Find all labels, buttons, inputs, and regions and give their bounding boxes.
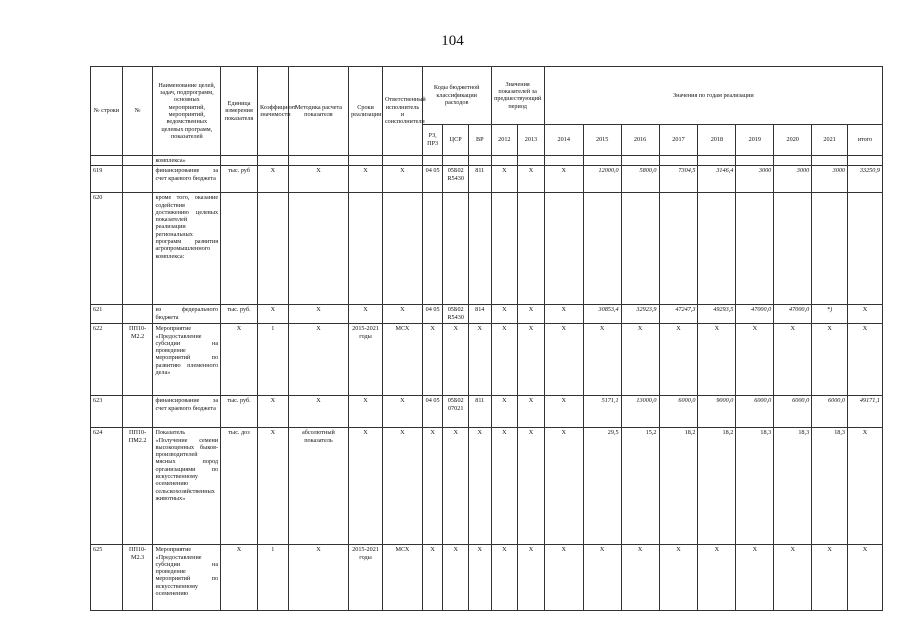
row-terms: X	[349, 428, 383, 545]
value-cell: X	[491, 166, 518, 193]
row-unit: X	[221, 324, 258, 396]
value-cell: 5800,0	[621, 166, 659, 193]
row-terms: X	[349, 305, 383, 324]
row-executor: X	[382, 166, 422, 193]
value-cell	[774, 193, 812, 305]
header-row-top	[91, 67, 883, 125]
row-coef: 1	[257, 324, 288, 396]
row-executor: X	[382, 305, 422, 324]
header-vr: ВР	[468, 124, 491, 155]
value-cell: X	[736, 324, 774, 396]
row-csr: 05Б02 R5430	[443, 305, 469, 324]
row-terms: X	[349, 166, 383, 193]
row-coef: X	[257, 166, 288, 193]
row-rz: 04 05	[422, 166, 442, 193]
value-cell: 9000,0	[698, 396, 736, 428]
table-row	[91, 428, 883, 545]
row-number: 621	[91, 305, 123, 324]
row-terms	[349, 193, 383, 305]
header-budget-codes: Коды бюджетной классификации расходов	[422, 67, 491, 125]
header-terms: Сроки реализации	[349, 67, 383, 156]
value-cell: X	[518, 324, 545, 396]
value-cell: X	[621, 545, 659, 611]
row-csr: 05Б02 R5430	[443, 166, 469, 193]
value-cell: X	[812, 545, 848, 611]
value-cell: 13000,0	[621, 396, 659, 428]
row-number: 623	[91, 396, 123, 428]
header-no: №	[122, 67, 153, 156]
value-cell: 18,3	[812, 428, 848, 545]
value-cell: 18,3	[736, 428, 774, 545]
value-cell: X	[518, 396, 545, 428]
header-row-no: № строки	[91, 67, 123, 156]
table-row	[91, 545, 883, 611]
row-method: X	[288, 396, 348, 428]
total-cell: 49171,1	[848, 396, 883, 428]
row-csr	[443, 193, 469, 305]
value-cell: X	[659, 545, 698, 611]
row-unit: тыс. руб	[221, 166, 258, 193]
row-terms: 2015-2021 годы	[349, 545, 383, 611]
value-cell: X	[544, 545, 583, 611]
value-cell: 6000,0	[736, 396, 774, 428]
value-cell: 7304,5	[659, 166, 698, 193]
value-cell: 5171,1	[583, 396, 621, 428]
row-unit: тыс. руб.	[221, 396, 258, 428]
value-cell: X	[698, 324, 736, 396]
table-row	[91, 166, 883, 193]
total-cell: X	[848, 428, 883, 545]
header-csr: ЦСР	[443, 124, 469, 155]
row-rz	[422, 193, 442, 305]
row-rz: X	[422, 428, 442, 545]
row-vr: 811	[468, 396, 491, 428]
total-cell: X	[848, 324, 883, 396]
row-method: абсолютный показатель	[288, 428, 348, 545]
header-year: 2012	[491, 124, 518, 155]
value-cell: 47000,0	[736, 305, 774, 324]
value-cell: 49293,5	[698, 305, 736, 324]
header-executor: Ответственный исполнитель и соисполнители	[382, 67, 422, 156]
row-csr: X	[443, 428, 469, 545]
row-rz: 04 05	[422, 396, 442, 428]
total-cell	[848, 193, 883, 305]
total-cell: X	[848, 305, 883, 324]
row-unit	[221, 193, 258, 305]
value-cell: X	[544, 166, 583, 193]
row-terms: 2015-2021 годы	[349, 324, 383, 396]
row-name: финансирование за счет краевого бюджета	[153, 396, 221, 428]
value-cell: X	[491, 545, 518, 611]
header-year: 2020	[774, 124, 812, 155]
value-cell	[659, 193, 698, 305]
row-method	[288, 193, 348, 305]
value-cell: X	[518, 166, 545, 193]
value-cell: X	[518, 305, 545, 324]
row-vr: 814	[468, 305, 491, 324]
row-executor	[382, 193, 422, 305]
total-cell: 33250,9	[848, 166, 883, 193]
value-cell: X	[583, 324, 621, 396]
header-year: 2018	[698, 124, 736, 155]
row-method: X	[288, 166, 348, 193]
row-unit: тыс. доз	[221, 428, 258, 545]
value-cell: X	[491, 305, 518, 324]
value-cell: *)	[812, 305, 848, 324]
value-cell: X	[544, 428, 583, 545]
value-cell	[621, 193, 659, 305]
value-cell: X	[518, 545, 545, 611]
value-cell: X	[774, 324, 812, 396]
value-cell	[491, 193, 518, 305]
value-cell: X	[544, 396, 583, 428]
value-cell: X	[491, 396, 518, 428]
row-name: финансирование за счет краевого бюджета	[153, 166, 221, 193]
row-coef: X	[257, 305, 288, 324]
row-name: Мероприятие «Предоставление субсидии на проведение мероприятий по искусственному осеменению	[153, 545, 221, 611]
value-cell: X	[812, 324, 848, 396]
row-method: X	[288, 545, 348, 611]
header-year-values: Значения по годам реализации	[544, 67, 882, 125]
row-executor: X	[382, 428, 422, 545]
value-cell: 47247,3	[659, 305, 698, 324]
table-row	[91, 324, 883, 396]
total-cell: X	[848, 545, 883, 611]
header-year: 2019	[736, 124, 774, 155]
value-cell: 12000,0	[583, 166, 621, 193]
row-number: 625	[91, 545, 123, 611]
table-row	[91, 193, 883, 305]
header-rz: РЗ, ПР3	[422, 124, 442, 155]
row-unit: X	[221, 545, 258, 611]
value-cell: 6000,0	[812, 396, 848, 428]
row-vr: X	[468, 324, 491, 396]
value-cell: 3000	[812, 166, 848, 193]
header-year: 2015	[583, 124, 621, 155]
row-executor: МСХ	[382, 324, 422, 396]
row-code: ПП10-М2.2	[122, 324, 153, 396]
value-cell: 6000,0	[659, 396, 698, 428]
row-name: Мероприятие «Предоставление субсидии на проведение мероприятий по развитию племенного дела»	[153, 324, 221, 396]
row-number: 624	[91, 428, 123, 545]
page-number: 104	[441, 33, 464, 49]
value-cell	[698, 193, 736, 305]
value-cell: 18,3	[774, 428, 812, 545]
row-coef: X	[257, 396, 288, 428]
header-coef: Коэффициент значимости	[257, 67, 288, 156]
value-cell: X	[491, 324, 518, 396]
row-vr: X	[468, 545, 491, 611]
value-cell: X	[736, 545, 774, 611]
header-year: 2017	[659, 124, 698, 155]
row-name: Показатель «Получение семени высокоценных быков-производителей мясных пород организациями по искусственному осеменению сельскохозяйственных животных»	[153, 428, 221, 545]
header-year: 2021	[812, 124, 848, 155]
value-cell: 18,2	[659, 428, 698, 545]
row-coef	[257, 193, 288, 305]
value-cell: X	[621, 324, 659, 396]
row-code: ПП10-М2.3	[122, 545, 153, 611]
value-cell	[583, 193, 621, 305]
table-row	[91, 305, 883, 324]
value-cell: X	[583, 545, 621, 611]
value-cell	[736, 193, 774, 305]
value-cell: 30853,4	[583, 305, 621, 324]
row-code	[122, 305, 153, 324]
value-cell: 32923,9	[621, 305, 659, 324]
header-prev-values: Значения показателей за предшествующий период	[491, 67, 544, 125]
row-number: 619	[91, 166, 123, 193]
header-year: 2014	[544, 124, 583, 155]
row-executor: МСХ	[382, 545, 422, 611]
value-cell: 29,5	[583, 428, 621, 545]
value-cell	[518, 193, 545, 305]
header-name: Наименование целей, задач, подпрограмм, основных мероприятий, мероприятий, ведомственных целевых программ, показателей	[153, 67, 221, 156]
value-cell: X	[518, 428, 545, 545]
value-cell: X	[698, 545, 736, 611]
program-indicators-table	[90, 66, 883, 611]
value-cell: 3000	[774, 166, 812, 193]
table-row	[91, 396, 883, 428]
value-cell: X	[544, 305, 583, 324]
value-cell: 3146,4	[698, 166, 736, 193]
row-method: X	[288, 305, 348, 324]
row-executor: X	[382, 396, 422, 428]
header-total: итого	[848, 124, 883, 155]
row-number: 622	[91, 324, 123, 396]
row-code	[122, 166, 153, 193]
row-rz: X	[422, 324, 442, 396]
value-cell: 3000	[736, 166, 774, 193]
value-cell: X	[544, 324, 583, 396]
row-csr: 05Б02 07021	[443, 396, 469, 428]
header-unit: Единица измерения показателя	[221, 67, 258, 156]
row-vr: 811	[468, 166, 491, 193]
value-cell: X	[774, 545, 812, 611]
row-vr	[468, 193, 491, 305]
value-cell: 18,2	[698, 428, 736, 545]
value-cell: 6000,0	[774, 396, 812, 428]
header-method: Методика расчета показателя	[288, 67, 348, 156]
row-rz: X	[422, 545, 442, 611]
row-method: X	[288, 324, 348, 396]
row-vr: X	[468, 428, 491, 545]
row-code	[122, 193, 153, 305]
header-year: 2013	[518, 124, 545, 155]
row-rz: 04 05	[422, 305, 442, 324]
row-coef: X	[257, 428, 288, 545]
value-cell	[812, 193, 848, 305]
row-terms: X	[349, 396, 383, 428]
row-unit: тыс. руб.	[221, 305, 258, 324]
value-cell: 47000,0	[774, 305, 812, 324]
row-number: 620	[91, 193, 123, 305]
value-cell	[544, 193, 583, 305]
fragment-text: комплекса»	[153, 156, 221, 166]
row-name: из федерального бюджета	[153, 305, 221, 324]
header-year: 2016	[621, 124, 659, 155]
value-cell: X	[491, 428, 518, 545]
fragment-row	[91, 156, 883, 166]
row-coef: 1	[257, 545, 288, 611]
value-cell: X	[659, 324, 698, 396]
row-code: ПП10-ПМ2.2	[122, 428, 153, 545]
value-cell: 15,2	[621, 428, 659, 545]
row-csr: X	[443, 545, 469, 611]
row-name: кроме того, оказание содействия достижению целевых показателей реализации региональных программ развития агропромышленного комплекса:	[153, 193, 221, 305]
row-code	[122, 396, 153, 428]
row-csr: X	[443, 324, 469, 396]
